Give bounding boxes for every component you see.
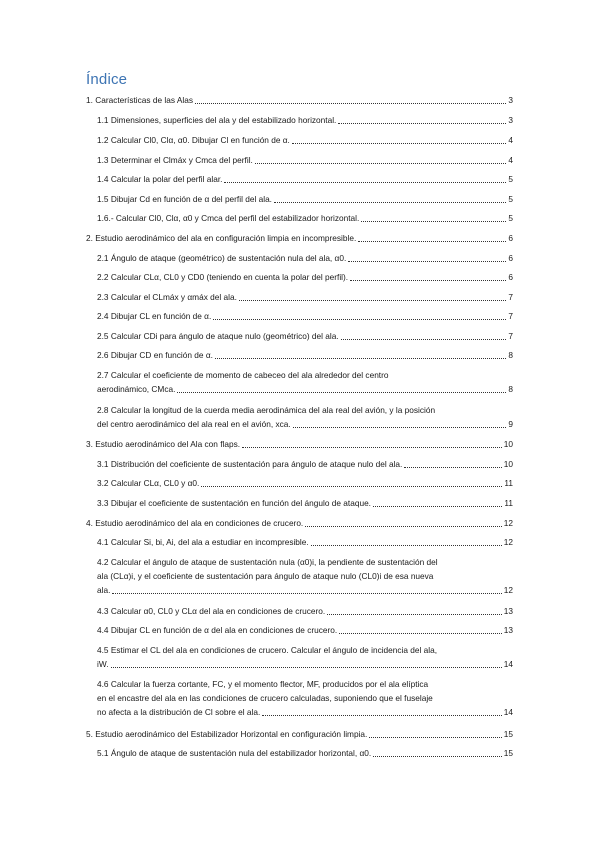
toc-entry[interactable] (97, 133, 513, 147)
toc-leader-dots (177, 392, 506, 393)
toc-leader-dots (292, 143, 507, 144)
toc-entry-text-line: 2.7 Calcular el coeficiente de momento de cabeceo del ala alrededor del centro (97, 370, 389, 380)
toc-entry-text-line: 2.8 Calcular la longitud de la cuerda media aerodinámica del ala real del avión, y la posición (97, 405, 436, 415)
toc-entry[interactable] (97, 623, 513, 637)
toc-entry[interactable] (97, 329, 513, 343)
toc-entry-text: 2.6 Dibujar CD en función de α. (97, 350, 213, 360)
toc-entry-text: 3.1 Distribución del coeficiente de sustentación para ángulo de ataque nulo del ala. (97, 459, 403, 469)
toc-entry[interactable] (97, 604, 513, 618)
toc-entry[interactable] (97, 192, 513, 206)
toc-entry[interactable] (86, 93, 513, 107)
toc-page-number: 3 (508, 95, 513, 105)
toc-entry[interactable] (97, 368, 513, 396)
toc-entry[interactable] (97, 403, 513, 431)
toc-entry-text: 5.1 Ángulo de ataque de sustentación nula del estabilizador horizontal, α0. (97, 748, 372, 758)
toc-page-number: 4 (508, 135, 513, 145)
toc-entry-text: ala. (97, 585, 111, 595)
toc-leader-dots (358, 241, 506, 242)
toc-entry-text: 1.3 Determinar el Clmáx y Cmca del perfil. (97, 155, 253, 165)
toc-entry-text-line: ala (CLα)i, y el coeficiente de sustentación para ángulo de ataque nulo (CL0)i de esa nueva (97, 571, 434, 581)
toc-entry[interactable] (97, 153, 513, 167)
toc-entry-text: 2.5 Calcular CDi para ángulo de ataque nulo (geométrico) del ala. (97, 331, 339, 341)
toc-leader-dots (274, 202, 506, 203)
toc-leader-dots (112, 593, 501, 594)
toc-page-number: 12 (503, 518, 513, 528)
toc-leader-dots (255, 163, 507, 164)
toc-entry-text: del centro aerodinámico del ala real en el avión, xca. (97, 419, 291, 429)
toc-page-number: 13 (503, 606, 513, 616)
toc-title: Índice (86, 71, 128, 88)
toc-page-number: 5 (508, 174, 513, 184)
toc-leader-dots (341, 339, 507, 340)
toc-entry-text: 2.2 Calcular CLα, CL0 y CD0 (teniendo en cuenta la polar del perfil). (97, 272, 349, 282)
toc-entry-text: 5. Estudio aerodinámico del Estabilizador Horizontal en configuración limpia. (86, 729, 368, 739)
toc-entry-text: 1.6.- Calcular Cl0, Clα, α0 y Cmca del perfil del estabilizador horizontal. (97, 213, 360, 223)
toc-leader-dots (339, 633, 502, 634)
toc-entry-text: 1.5 Dibujar Cd en función de α del perfil del ala. (97, 194, 272, 204)
toc-entry[interactable] (97, 643, 513, 671)
toc-entry[interactable] (97, 496, 513, 510)
toc-page-number: 6 (508, 253, 513, 263)
toc-page-number: 12 (503, 585, 513, 595)
toc-page-number: 11 (504, 478, 513, 488)
toc-leader-dots (239, 300, 506, 301)
toc-leader-dots (404, 467, 501, 468)
toc-page-number: 5 (508, 213, 513, 223)
toc-entry-text: 4. Estudio aerodinámico del ala en condiciones de crucero. (86, 518, 304, 528)
toc-page-number: 7 (508, 311, 513, 321)
toc-leader-dots (293, 427, 507, 428)
toc-page-number: 8 (508, 384, 513, 394)
toc-entry-text: 1. Características de las Alas (86, 95, 193, 105)
toc-page-number: 13 (503, 625, 513, 635)
toc-leader-dots (305, 526, 502, 527)
toc-page-number: 15 (503, 748, 513, 758)
toc-page-number: 4 (508, 155, 513, 165)
toc-page-number: 6 (508, 233, 513, 243)
toc-entry-text: 2. Estudio aerodinámico del ala en configuración limpia en incompresible. (86, 233, 357, 243)
toc-leader-dots (350, 280, 506, 281)
toc-entry[interactable] (86, 727, 513, 741)
toc-entry-text-line: 4.6 Calcular la fuerza cortante, FC, y el momento flector, MF, producidos por el ala elíptica (97, 679, 429, 689)
toc-leader-dots (262, 715, 501, 716)
toc-entry[interactable] (97, 476, 513, 490)
toc-entry[interactable] (97, 746, 513, 760)
toc-leader-dots (195, 103, 506, 104)
toc-page-number: 10 (503, 439, 513, 449)
toc-entry-text: 4.1 Calcular Si, bi, Ai, del ala a estudiar en incompresible. (97, 537, 309, 547)
toc-entry[interactable] (97, 348, 513, 362)
toc-leader-dots (224, 182, 506, 183)
toc-page-number: 5 (508, 194, 513, 204)
toc-page-number: 3 (508, 115, 513, 125)
toc-page-number: 7 (508, 292, 513, 302)
toc-entry-text: aerodinámico, CMca. (97, 384, 176, 394)
toc-leader-dots (348, 261, 506, 262)
toc-leader-dots (215, 358, 506, 359)
toc-entry[interactable] (86, 437, 513, 451)
toc-entry[interactable] (97, 172, 513, 186)
toc-entry[interactable] (97, 270, 513, 284)
toc-page-number: 7 (508, 331, 513, 341)
toc-entry-text: 2.4 Dibujar CL en función de α. (97, 311, 212, 321)
toc-page-number: 12 (503, 537, 513, 547)
toc-entry[interactable] (86, 516, 513, 530)
toc-entry[interactable] (97, 251, 513, 265)
toc-leader-dots (369, 737, 501, 738)
toc-entry-text: 1.4 Calcular la polar del perfil alar. (97, 174, 223, 184)
toc-entry[interactable] (97, 457, 513, 471)
toc-page-number: 10 (503, 459, 513, 469)
toc-entry-text-line: 4.2 Calcular el ángulo de ataque de sustentación nula (α0)i, la pendiente de sustentación del (97, 557, 438, 567)
toc-page-number: 14 (503, 659, 513, 669)
toc-entry-text-line: en el encastre del ala en las condiciones de crucero calculadas, suponiendo que el fuselaje (97, 693, 433, 703)
toc-page-number: 9 (508, 419, 513, 429)
toc-entry[interactable] (97, 555, 513, 597)
toc-leader-dots (373, 506, 502, 507)
toc-entry-text: 1.2 Calcular Cl0, Clα, α0. Dibujar Cl en función de α. (97, 135, 290, 145)
toc-leader-dots (327, 614, 502, 615)
toc-leader-dots (361, 221, 506, 222)
toc-entry-text: 3.3 Dibujar el coeficiente de sustentación en función del ángulo de ataque. (97, 498, 371, 508)
toc-leader-dots (338, 123, 506, 124)
toc-leader-dots (242, 447, 502, 448)
toc-entry[interactable] (97, 309, 513, 323)
toc-entry[interactable] (97, 113, 513, 127)
toc-entry-text-line: 4.5 Estimar el CL del ala en condiciones de crucero. Calcular el ángulo de incidencia del ala, (97, 645, 438, 655)
toc-page-number: 11 (504, 498, 513, 508)
toc-entry-text: 3.2 Calcular CLα, CL0 y α0. (97, 478, 200, 488)
toc-leader-dots (311, 545, 502, 546)
toc-page-number: 14 (503, 707, 513, 717)
toc-entry-text: 3. Estudio aerodinámico del Ala con flaps. (86, 439, 241, 449)
toc-leader-dots (111, 667, 502, 668)
toc-entry-text: 1.1 Dimensiones, superficies del ala y del estabilizado horizontal. (97, 115, 337, 125)
toc-entry-text: 2.3 Calcular el CLmáx y αmáx del ala. (97, 292, 237, 302)
toc-page-number: 15 (503, 729, 513, 739)
toc-entry-text: 4.3 Calcular α0, CL0 y CLα del ala en condiciones de crucero. (97, 606, 326, 616)
toc-entry[interactable] (97, 290, 513, 304)
toc-entry-text: 2.1 Ángulo de ataque (geométrico) de sustentación nula del ala, α0. (97, 253, 347, 263)
toc-leader-dots (201, 486, 502, 487)
toc-page-number: 6 (508, 272, 513, 282)
toc-entry[interactable] (86, 231, 513, 245)
toc-entry-text: 4.4 Dibujar CL en función de α del ala en condiciones de crucero. (97, 625, 338, 635)
toc-entry[interactable] (97, 535, 513, 549)
toc-entry-text: no afecta a la distribución de Cl sobre el ala. (97, 707, 261, 717)
toc-leader-dots (373, 756, 502, 757)
toc-page-number: 8 (508, 350, 513, 360)
toc-leader-dots (213, 319, 506, 320)
toc-entry[interactable] (97, 677, 513, 719)
toc-entry-text: iW. (97, 659, 109, 669)
toc-entry[interactable] (97, 211, 513, 225)
